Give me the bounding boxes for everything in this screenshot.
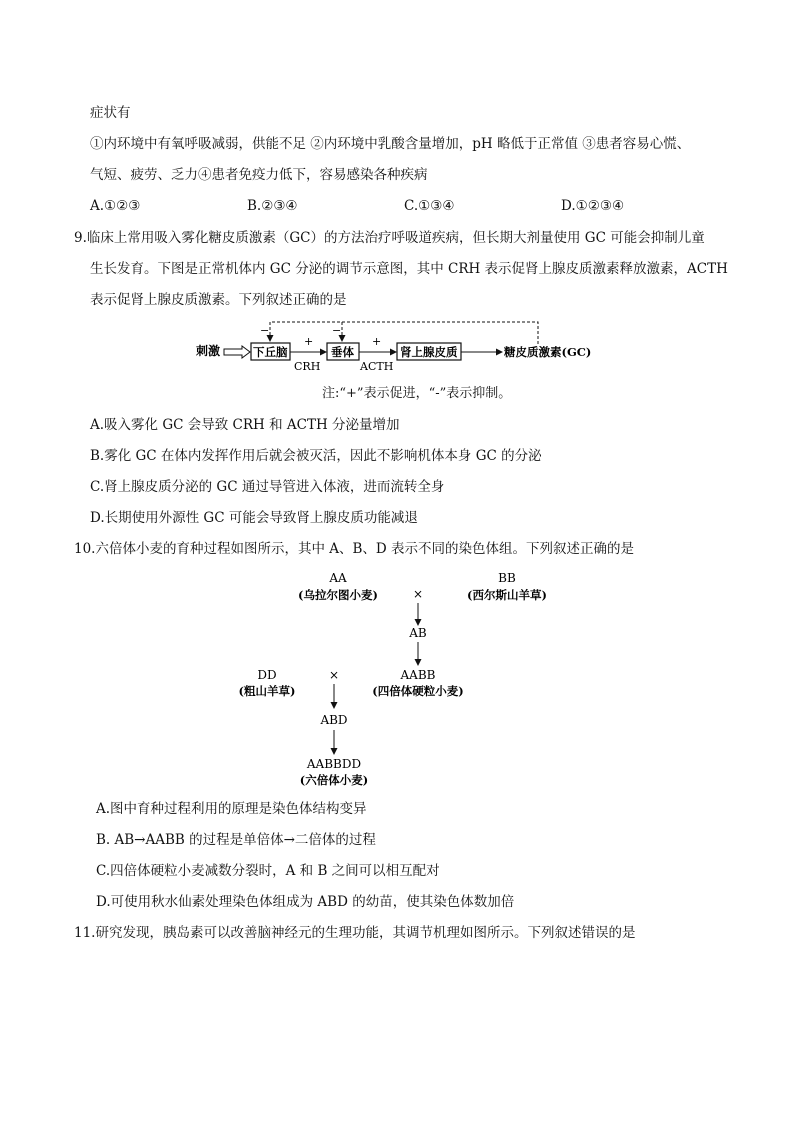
q10-option-a: A.图中育种过程利用的原理是染色体结构变异: [96, 801, 367, 817]
aabb-species-name: (四倍体硬粒小麦): [372, 684, 464, 698]
dd-species-name: (粗山羊草): [238, 684, 296, 698]
bb-species-name: (西尔斯山羊草): [467, 588, 547, 602]
pituitary-label: 垂体: [331, 345, 354, 359]
q8-lead-text: 症状有: [90, 105, 131, 121]
plus-sign-acth: +: [372, 335, 382, 348]
q10-option-c: C.四倍体硬粒小麦减数分裂时，A 和 B 之间可以相互配对: [96, 863, 440, 879]
q9-option-d: D.长期使用外源性 GC 可能会导致肾上腺皮质功能减退: [90, 510, 418, 526]
q9-stem-line3: 表示促肾上腺皮质激素。下列叙述正确的是: [90, 292, 347, 308]
aabbdd-genome: AABBDD: [306, 757, 362, 771]
crh-label: CRH: [294, 360, 321, 372]
q9-option-c: C.肾上腺皮质分泌的 GC 通过导管进入体液，进而流转全身: [90, 479, 445, 495]
aabbdd-species-name: (六倍体小麦): [299, 773, 369, 787]
stimulus-label: 刺激: [196, 344, 221, 358]
q11-stem: 11.研究发现，胰岛素可以改善脑神经元的生理功能，其调节机理如图所示。下列叙述错误的是: [74, 925, 636, 941]
q8-option-b: B.②③④: [247, 198, 298, 214]
q9-option-a: A.吸入雾化 GC 会导致 CRH 和 ACTH 分泌量增加: [90, 417, 400, 433]
gc-regulation-diagram: [190, 318, 610, 372]
minus-sign-hypothalamus: −: [260, 324, 270, 337]
acth-label: ACTH: [360, 360, 394, 372]
q10-option-d: D.可使用秋水仙素处理染色体组成为 ABD 的幼苗，使其染色体数加倍: [96, 894, 515, 910]
cross-symbol-1: ×: [412, 587, 424, 601]
adrenal-cortex-label: 肾上腺皮质: [400, 345, 458, 359]
wheat-breeding-diagram: [230, 568, 550, 790]
ab-hybrid: AB: [409, 626, 427, 640]
q8-option-d: D.①②③④: [561, 198, 625, 214]
cross-symbol-2: ×: [328, 668, 340, 682]
q8-option-c: C.①③④: [404, 198, 455, 214]
dd-genome: DD: [257, 668, 277, 682]
q8-statement-line2: 气短、疲劳、乏力④患者免疫力低下，容易感染各种疾病: [90, 167, 428, 183]
abd-hybrid: ABD: [320, 713, 348, 727]
q9-stem-line2: 生长发育。下图是正常机体内 GC 分泌的调节示意图，其中 CRH 表示促肾上腺皮质激素释放激素，ACTH: [90, 261, 728, 277]
minus-sign-pituitary: −: [332, 324, 342, 337]
plus-sign-crh: +: [304, 335, 314, 348]
q9-diagram-note: 注:“+”表示促进，“-”表示抑制。: [322, 386, 512, 401]
q9-option-b: B.雾化 GC 在体内发挥作用后就会被灭活，因此不影响机体本身 GC 的分泌: [90, 448, 542, 464]
bb-genome: BB: [498, 571, 516, 585]
aa-genome: AA: [329, 571, 347, 585]
q8-statement-line1: ①内环境中有氧呼吸减弱，供能不足 ②内环境中乳酸含量增加，pH 略低于正常值 ③患者容易心慌、: [90, 136, 691, 152]
aabb-genome: AABB: [400, 668, 436, 682]
hypothalamus-label: 下丘脑: [253, 345, 288, 359]
q8-option-a: A.①②③: [90, 198, 141, 214]
q9-stem-line1: 9.临床上常用吸入雾化糖皮质激素（GC）的方法治疗呼吸道疾病，但长期大剂量使用 GC 可能会抑制儿童: [74, 230, 705, 246]
q10-option-b: B. AB→AABB 的过程是单倍体→二倍体的过程: [96, 832, 376, 848]
gc-label: 糖皮质激素(GC): [504, 345, 592, 359]
q10-stem: 10.六倍体小麦的育种过程如图所示，其中 A、B、D 表示不同的染色体组。下列叙述正确的是: [74, 541, 635, 557]
aa-species-name: (乌拉尔图小麦): [298, 588, 378, 602]
hollow-arrow: [224, 346, 250, 358]
